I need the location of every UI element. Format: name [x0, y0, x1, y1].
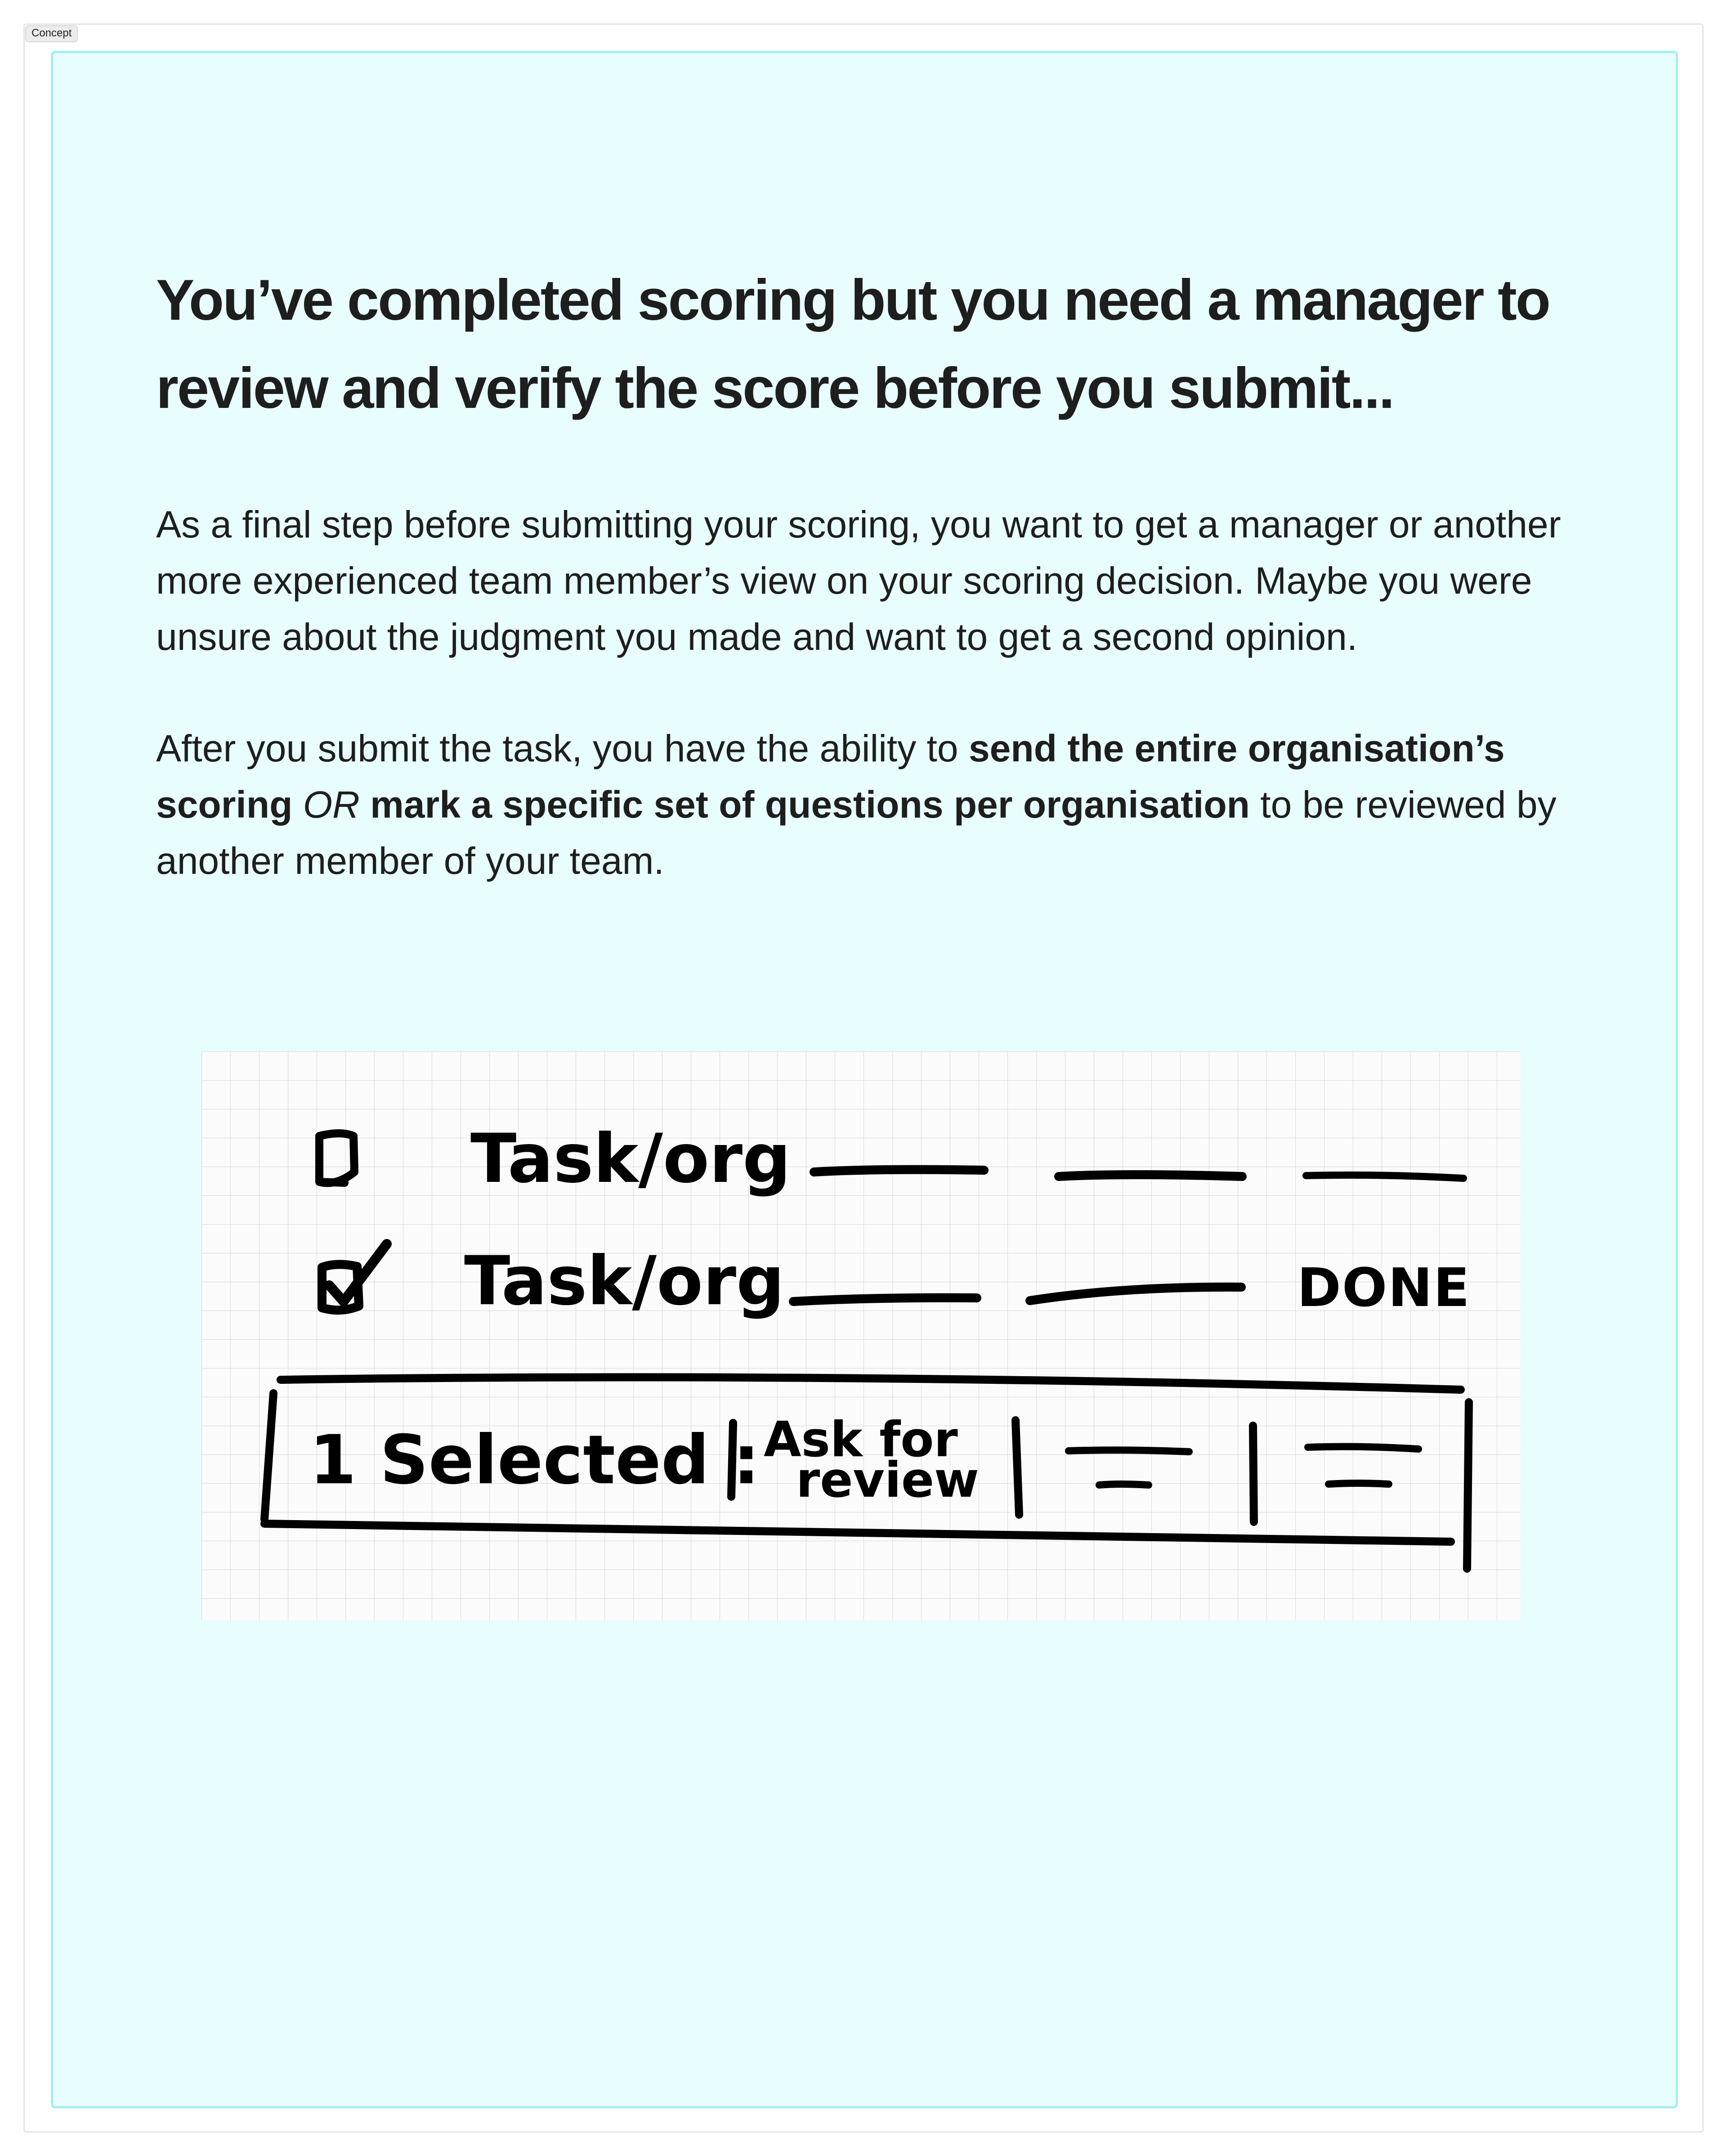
row-1-dash-b — [1059, 1175, 1242, 1176]
ask-for-review-button[interactable] — [764, 1412, 979, 1508]
action-bar-option-1-line-top — [1069, 1450, 1189, 1452]
sketch-drawing — [201, 1051, 1521, 1620]
action-bar-option-1-line-bottom — [1099, 1484, 1149, 1485]
row-1-label: Task/org — [470, 1120, 791, 1198]
ask-for-review-line-2: review — [796, 1452, 979, 1508]
selected-count-label: 1 Selected : — [309, 1421, 760, 1499]
action-bar-option-2-line-bottom — [1329, 1483, 1389, 1484]
ask-for-review-line-1: Ask for — [764, 1412, 958, 1468]
action-bar-option-2-line-top — [1308, 1447, 1418, 1449]
paragraph-2-intro: After you submit the task, you have the ability to — [156, 727, 969, 769]
paragraph-2-bold-entire: send the entire organisation’s scoring — [156, 727, 1505, 826]
card-paragraph-2 — [156, 720, 1595, 889]
paragraph-2-bold-specific: mark a specific set of questions per organisation — [370, 783, 1250, 826]
card-heading: You’ve completed scoring but you need a manager to review and verify the score before you submit... — [156, 268, 1549, 420]
paragraph-2-outro: to be reviewed by another member of your team. — [156, 783, 1557, 882]
card-paragraph-1: As a final step before submitting your scoring, you want to get a manager or another more experienced team member’s view on your scoring decision. Maybe you were unsure about the judgment you made and want to get a second opinion. — [156, 503, 1561, 658]
row-2-label: Task/org — [464, 1242, 785, 1320]
row-1-dash-c — [1306, 1175, 1463, 1178]
row-1-dash-a — [814, 1170, 984, 1172]
row-2-status: DONE — [1297, 1257, 1471, 1319]
paragraph-2-or: OR — [303, 783, 360, 826]
action-bar-divider-1 — [731, 1423, 733, 1497]
action-bar-divider-2 — [1016, 1420, 1019, 1515]
frame-tag[interactable]: Concept — [25, 25, 78, 42]
row-2-dash-a — [793, 1298, 977, 1302]
action-bar-right-border — [1467, 1402, 1469, 1569]
hand-drawn-sketch — [201, 1051, 1521, 1620]
action-bar-divider-3 — [1253, 1426, 1254, 1522]
